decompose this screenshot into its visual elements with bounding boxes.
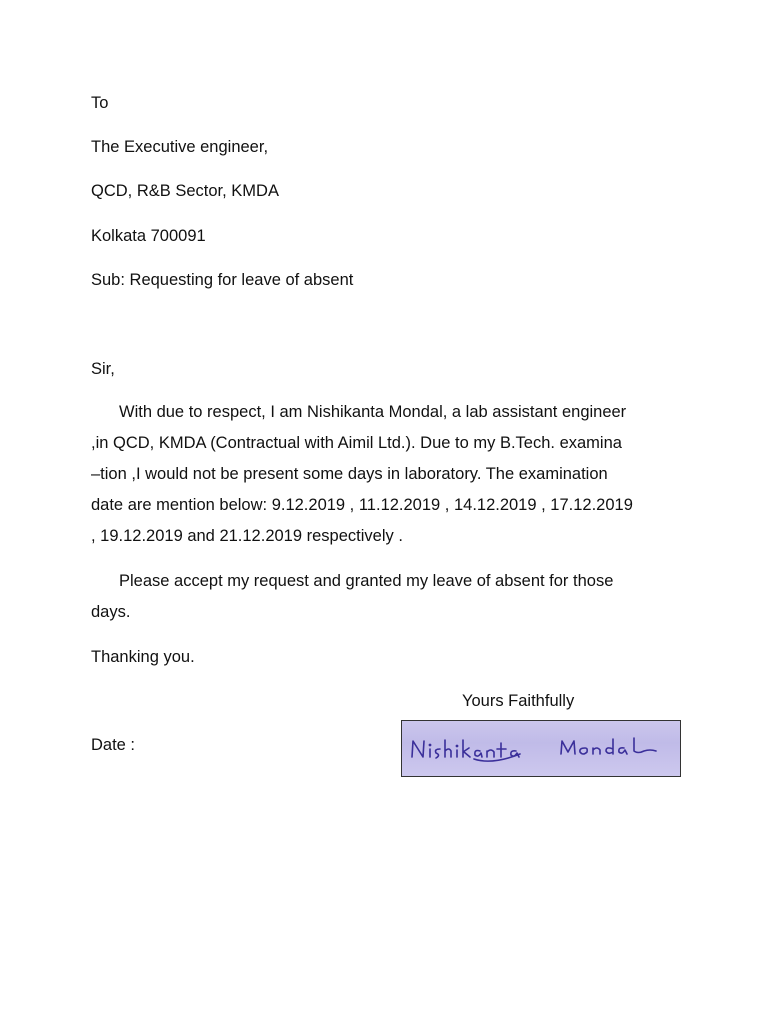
closing-line: Yours Faithfully (462, 692, 575, 710)
subject-line: Sub: Requesting for leave of absent (91, 271, 354, 289)
thanks-line: Thanking you. (91, 648, 195, 666)
recipient-org: QCD, R&B Sector, KMDA (91, 182, 279, 200)
recipient-city: Kolkata 700091 (91, 227, 206, 245)
salutation: Sir, (91, 360, 115, 378)
paragraph-line: , 19.12.2019 and 21.12.2019 respectively . (91, 527, 403, 545)
paragraph-line: ,in QCD, KMDA (Contractual with Aimil Ltd.). Due to my B.Tech. examina (91, 434, 622, 452)
recipient-title: The Executive engineer, (91, 138, 269, 156)
paragraph-line: date are mention below: 9.12.2019 , 11.12.2019 , 14.12.2019 , 17.12.2019 (91, 496, 633, 514)
paragraph-line: –tion ,I would not be present some days in laboratory. The examination (91, 465, 608, 483)
signature-image (401, 720, 681, 777)
paragraph-line: days. (91, 603, 131, 621)
date-label: Date : (91, 736, 136, 754)
handwritten-signature (402, 721, 681, 777)
to-label: To (91, 94, 109, 112)
paragraph-line: Please accept my request and granted my leave of absent for those (119, 572, 614, 590)
paragraph-line: With due to respect, I am Nishikanta Mondal, a lab assistant engineer (119, 403, 627, 421)
